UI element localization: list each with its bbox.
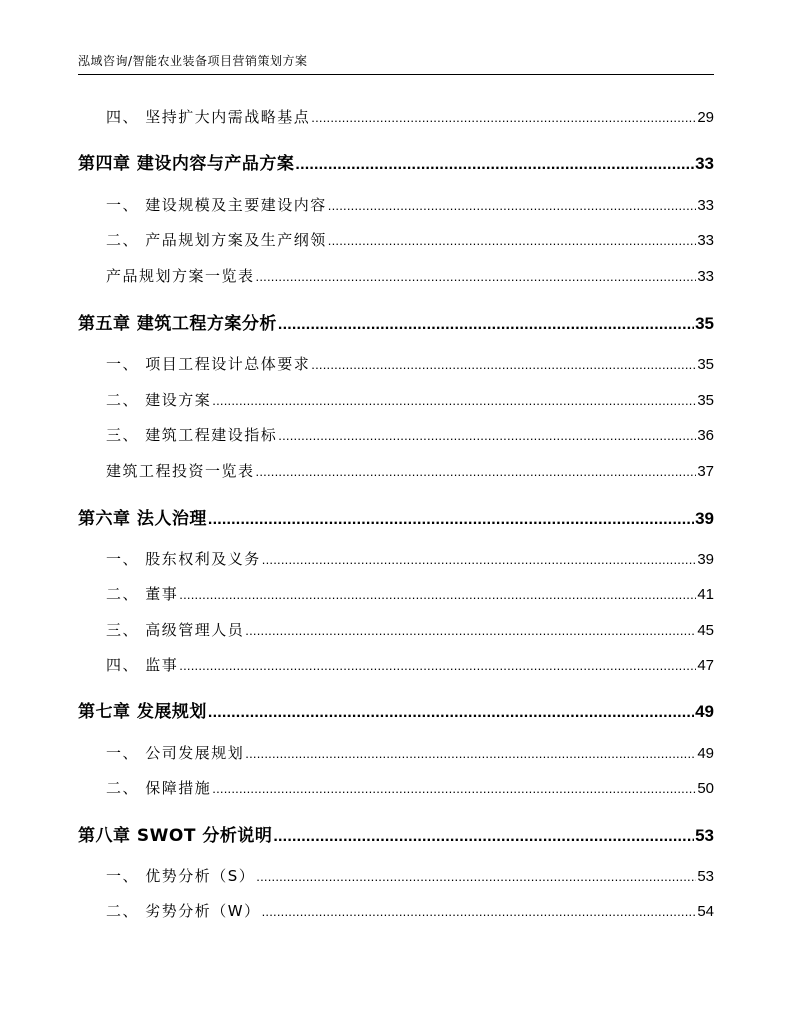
toc-chapter-page: 33: [695, 154, 714, 173]
toc-entry[interactable]: [106, 654, 714, 675]
toc-entry-page: 35: [697, 392, 714, 409]
toc-dot-leader: [208, 704, 694, 722]
toc-dot-leader: [245, 746, 696, 761]
toc-dot-leader: [245, 623, 696, 638]
toc-chapter-label: 第八章 SWOT 分析说明: [78, 826, 273, 846]
toc-entry[interactable]: [106, 619, 714, 640]
toc-chapter-label: 第四章 建设内容与产品方案: [78, 154, 295, 174]
toc-entry-page: 53: [697, 868, 714, 885]
toc-dot-leader: [256, 464, 697, 479]
toc-entry-label: 建筑工程投资一览表: [106, 462, 255, 480]
toc-dot-leader: [273, 828, 694, 846]
toc-entry-page: 29: [697, 109, 714, 126]
toc-chapter-label: 第七章 发展规划: [78, 702, 207, 722]
toc-entry-label: 四、 监事: [106, 656, 179, 674]
toc-chapter-page: 49: [695, 702, 714, 721]
toc-entry[interactable]: [106, 777, 714, 798]
toc-chapter-label: 第六章 法人治理: [78, 509, 207, 529]
toc-entry-page: 47: [697, 657, 714, 674]
toc-chapter-entry[interactable]: [78, 504, 714, 529]
toc-entry-page: 36: [697, 427, 714, 444]
toc-entry[interactable]: [106, 353, 714, 374]
toc-entry[interactable]: [106, 460, 714, 481]
toc-entry[interactable]: [106, 583, 714, 604]
toc-entry-label: 一、 建设规模及主要建设内容: [106, 196, 327, 214]
toc-entry-page: 49: [697, 745, 714, 762]
header-divider: [78, 74, 714, 75]
toc-entry-label: 二、 产品规划方案及生产纲领: [106, 231, 327, 249]
toc-dot-leader: [295, 156, 694, 174]
toc-entry[interactable]: [106, 865, 714, 886]
toc-entry-label: 二、 劣势分析（W）: [106, 902, 261, 920]
toc-chapter-page: 39: [695, 509, 714, 528]
toc-dot-leader: [212, 781, 696, 796]
toc-chapter-page: 53: [695, 826, 714, 845]
toc-entry-page: 45: [697, 622, 714, 639]
toc-dot-leader: [278, 316, 694, 334]
toc-dot-leader: [208, 511, 694, 529]
toc-entry[interactable]: [106, 194, 714, 215]
toc-entry-label: 三、 高级管理人员: [106, 621, 245, 639]
toc-entry-label: 二、 董事: [106, 585, 179, 603]
toc-dot-leader: [278, 428, 696, 443]
toc-entry-page: 33: [697, 197, 714, 214]
toc-entry-page: 37: [697, 463, 714, 480]
toc-dot-leader: [262, 904, 697, 919]
toc-chapter-label: 第五章 建筑工程方案分析: [78, 314, 277, 334]
toc-entry-page: 33: [697, 268, 714, 285]
toc-entry-page: 50: [697, 780, 714, 797]
toc-dot-leader: [256, 269, 697, 284]
toc-entry-page: 39: [697, 551, 714, 568]
toc-entry-label: 产品规划方案一览表: [106, 267, 255, 285]
toc-entry-label: 四、 坚持扩大内需战略基点: [106, 108, 311, 126]
toc-entry[interactable]: [106, 900, 714, 921]
toc-entry-page: 35: [697, 356, 714, 373]
toc-dot-leader: [311, 357, 696, 372]
toc-entry-label: 一、 优势分析（S）: [106, 867, 256, 885]
toc-entry[interactable]: [106, 389, 714, 410]
toc-entry[interactable]: [106, 548, 714, 569]
toc-entry[interactable]: [106, 265, 714, 286]
toc-entry-label: 二、 建设方案: [106, 391, 212, 409]
toc-entry-label: 三、 建筑工程建设指标: [106, 426, 278, 444]
toc-entry[interactable]: [106, 424, 714, 445]
toc-entry-label: 一、 公司发展规划: [106, 744, 245, 762]
toc-entry-label: 一、 项目工程设计总体要求: [106, 355, 311, 373]
toc-entry-label: 一、 股东权利及义务: [106, 550, 261, 568]
toc-dot-leader: [311, 110, 696, 125]
toc-dot-leader: [179, 658, 696, 673]
toc-entry-page: 54: [697, 903, 714, 920]
toc-entry[interactable]: [106, 229, 714, 250]
toc-entry-label: 二、 保障措施: [106, 779, 212, 797]
toc-dot-leader: [179, 587, 696, 602]
toc-chapter-entry[interactable]: [78, 309, 714, 334]
toc-chapter-entry[interactable]: [78, 821, 714, 846]
toc-chapter-page: 35: [695, 314, 714, 333]
toc-chapter-entry[interactable]: [78, 697, 714, 722]
toc-entry-page: 41: [697, 586, 714, 603]
toc-dot-leader: [256, 869, 696, 884]
toc-entry[interactable]: [106, 742, 714, 763]
toc-dot-leader: [212, 393, 696, 408]
toc-entry-page: 33: [697, 232, 714, 249]
document-header: 泓域咨询/智能农业装备项目营销策划方案: [78, 54, 308, 68]
toc-chapter-entry[interactable]: [78, 149, 714, 174]
toc-entry[interactable]: [106, 106, 714, 127]
toc-dot-leader: [328, 198, 697, 213]
toc-dot-leader: [328, 233, 697, 248]
toc-dot-leader: [262, 552, 697, 567]
